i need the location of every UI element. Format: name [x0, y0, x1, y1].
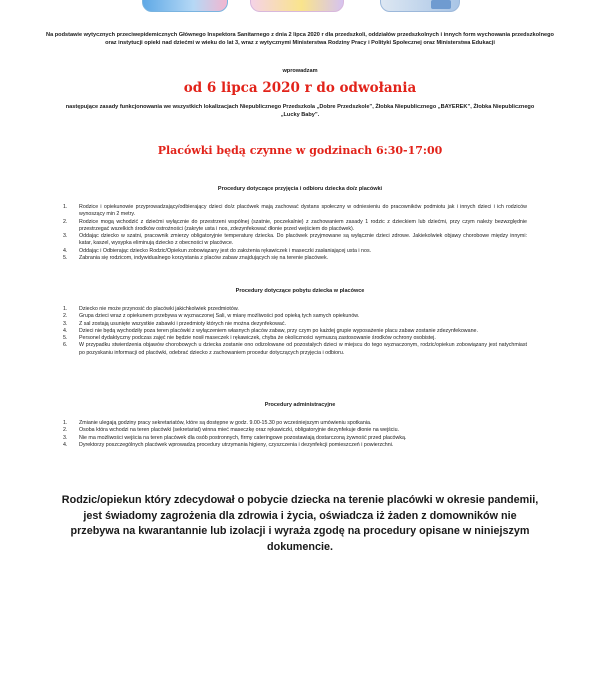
- list-item: 1. Zmianie ulegają godziny pracy sekretariatów, które są dostępne w godz. 9.00-15.30 po wcześniejszym umówieniu spotkania.: [63, 420, 372, 426]
- list-item: 3. Z sal zostają usunięte wszystkie zabawki i przedmioty których nie można dezynfekować.: [63, 320, 286, 327]
- procedure-list-stay: [63, 306, 527, 357]
- list-item: 2. Osoba która wchodzi na teren placówki (sekretariat) winna mieć maseczkę oraz rękawiczki, obligatoryjnie dezynfekuje dłonie na wejściu.: [63, 427, 400, 434]
- list-item: 1. Dziecko nie może przynosić do placówki jakichkolwiek przedmiotów.: [63, 306, 239, 312]
- parent-declaration: Rodzic/opiekun który zdecydował o pobycie dziecka na terenie placówki w okresie pandemii, jest świadomy zagrożenia dla zdrowia i życia, oświadcza iż żaden z domowników nie przebywa na kwarantannie lub izolacji i wyraża zgodę na procedury opisane w niniejszym dokumencie.: [61, 494, 539, 553]
- header-logos: [0, 0, 600, 14]
- list-item: 1. Rodzice i opiekunowie przyprowadzający/odbierający dzieci do/z placówek mają zachować dystans społeczny w odniesieniu do pracowników podmiotu jak i innych dzieci i ich rodziców wynoszący min 2 metry.: [63, 204, 527, 218]
- locations-paragraph: następujące zasady funkcjonowania we wszystkich lokalizacjach Niepublicznego Przedszkola „Dobre Przedszkole”, Żłobka Niepublicznego „BAYEREK”, Żłobka Niepublicznego „Lucky Baby”.: [65, 104, 535, 118]
- bayerek-logo: [380, 0, 460, 12]
- nursery-logo: [250, 0, 344, 12]
- list-item: 2. Rodzice mogą wchodzić z dziećmi wyłącznie do przestrzeni wspólnej (szatnie, poczekalnie) z zachowaniem zasady 1 rodzic z dzieckiem lub dziećmi, przy czym należy bezwzględnie przestrzegać wszelkich środków ostrożności (zakryte usta i nos, zdezynfekować dłonie przed wejściem do placówek).: [63, 218, 527, 232]
- preschool-logo: [142, 0, 228, 12]
- list-item: 5. Personel dydaktyczny podczas zajęć nie będzie nosił maseczek i rękawiczek, chyba że okoliczności wymuszą zastosowanie środków ochrony osobistej.: [63, 335, 436, 342]
- list-item: 6. W przypadku stwierdzenia objawów chorobowych u dziecka zostanie ono odizolowane od pozostałych dzieci w miejscu do tego wyznaczonym, rodzic/opiekun zobowiązany jest natychmiast po pozyskaniu informacji od placówki, odebrać dziecko z zachowaniem procedur dotyczących przyjęcia i odbioru.: [63, 342, 527, 356]
- list-item: 4. Oddając i Odbierając dziecko Rodzic/Opiekun zobowiązany jest do założenia rękawiczek i maseczki zasłaniającej usta i nos.: [63, 247, 372, 254]
- list-item: 3. Nie ma możliwości wejścia na teren placówek dla osób postronnych, firmy cateringowe pozostawiają dostarczoną żywność przed placówką.: [63, 434, 407, 441]
- effective-date-headline: od 6 lipca 2020 r do odwołania: [183, 80, 417, 96]
- section-title-administrative: Procedury administracyjne: [264, 402, 336, 408]
- opening-hours-heading: Placówki będą czynne w godzinach 6:30-17:00: [157, 144, 443, 157]
- list-item: 2. Grupa dzieci wraz z opiekunem przebywa w wyznaczonej Sali, w miarę możliwości pod opieką tych samych opiekunów.: [63, 313, 360, 320]
- section-title-stay: Procedury dotyczące pobytu dziecka w placówce: [235, 288, 365, 294]
- list-item: 3. Oddając dziecko w szatni, pracownik zmierzy obligatoryjnie temperaturę dziecka. Do placówek przyjmowane są wyłącznie dzieci zdrowe. Jakiekolwiek objawy chorobowe między innymi: katar, kaszel, wysypka eliminują dziecko z obecności w placówce.: [63, 233, 527, 247]
- procedure-list-administrative: [63, 420, 527, 449]
- logo-mark: [431, 0, 451, 9]
- list-item: 5. Zabrania się rodzicom, indywidualnego korzystania z placów zabaw znajdujących się na terenie placówek.: [63, 255, 329, 262]
- section-title-drop-off: Procedury dotyczące przyjęcia i odbioru dziecka do/z placówki: [217, 186, 383, 192]
- intro-paragraph: Na podstawie wytycznych przeciwepidemicznych Głównego Inspektora Sanitarnego z dnia 2 lipca 2020 r dla przedszkoli, oddziałów przedszkolnych i innych form wychowania przedszkolnego oraz instytucji opieki nad dziećmi w wieku do lat 3, wraz z wytycznymi Ministerstwa Rodziny Pracy i Polityki Społecznej oraz Ministerstwa Edukacji: [46, 32, 554, 46]
- list-item: 4. Dyrektorzy poszczególnych placówek wprowadzą procedury utrzymania higieny, czyszczenia i dezynfekcji pomieszczeń i powierzchni.: [63, 441, 394, 448]
- introduction-word: wprowadzam: [282, 68, 318, 74]
- procedure-list-drop-off: [63, 204, 527, 262]
- list-item: 4. Dzieci nie będą wychodziły poza teren placówki z wyłączeniem własnych placów zabaw, przy czym po każdej grupie wyposażenie placu zabaw zostanie zdezynfekowane.: [63, 327, 478, 334]
